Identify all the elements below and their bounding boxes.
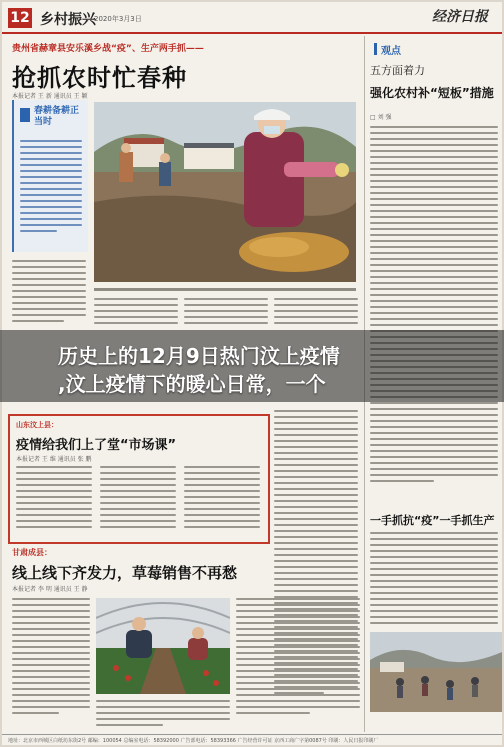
left-column-text <box>12 260 86 326</box>
lower-photo-caption <box>96 700 230 730</box>
market-story-box <box>8 414 270 544</box>
lower-story-kicker: 甘肃成县： <box>12 548 52 557</box>
market-text-col-2 <box>100 466 176 532</box>
overlay-title-line-1: 历史上的12月9日热门汶上疫情 <box>58 344 340 368</box>
top-story-headline: 抢抓农时忙春种 <box>12 64 187 92</box>
issue-date: 2020年3月3日 <box>94 15 142 23</box>
tag-bar-icon <box>374 43 377 55</box>
lower-text-col-2 <box>236 598 360 718</box>
viewpoint-tag <box>374 42 414 56</box>
right-text-lower <box>370 532 498 628</box>
market-text-col-1 <box>16 466 92 532</box>
market-text-col-3 <box>184 466 260 532</box>
right-headline-lower: 一手抓抗“疫”一手抓生产 <box>370 514 495 527</box>
viewpoint-label: 观点 <box>381 46 401 57</box>
right-byline: □ 刘 强 <box>370 114 392 121</box>
page-number: 12 <box>8 8 32 28</box>
top-story-byline: 本报记者 王 新 通讯员 王 颖 <box>12 93 88 100</box>
strawberry-greenhouse-photo <box>96 598 230 694</box>
farmers-planting-photo <box>94 102 356 282</box>
middle-text-col-1 <box>94 298 178 328</box>
lower-story-byline: 本报记者 李 明 通讯员 王 静 <box>12 586 88 593</box>
title-overlay-banner <box>0 330 504 402</box>
right-text-upper <box>370 126 498 486</box>
overlay-title-line-2: ,汶上疫情下的暖心日常，一个 <box>58 372 326 396</box>
market-story-byline: 本报记者 王 维 通讯员 张 鹏 <box>16 456 92 463</box>
middle-text-col-2 <box>184 298 268 328</box>
masthead <box>2 2 502 34</box>
sidebar-box-title: 春耕备耕正当时 <box>34 106 80 127</box>
right-headline: 强化农村补“短板”措施 <box>370 86 494 100</box>
sidebar-box <box>12 100 88 252</box>
market-story-headline: 疫情给我们上了堂“市场课” <box>16 438 177 453</box>
middle-text-col-3 <box>274 298 358 328</box>
lower-text-col-1 <box>12 598 90 718</box>
right-subhead: 五方面着力 <box>370 64 425 77</box>
section-title: 乡村振兴 <box>40 12 96 28</box>
footer-strip <box>2 734 502 745</box>
lower-story-headline: 线上线下齐发力，草莓销售不再愁 <box>12 564 238 582</box>
market-story-kicker: 山东汶上县： <box>16 421 58 429</box>
top-story-kicker: 贵州省赫章县安乐溪乡战“疫”、生产两手抓—— <box>12 44 204 54</box>
footer-text: 地址：北京市西城区白纸坊东街2号 邮编：100054 总编室电话：58392000 广告部电话：58393366 广告经营许可证 京西工商广字第0087号 印刷：人民日报印刷厂 <box>8 738 379 744</box>
paper-logo: 经济日报 <box>432 9 488 25</box>
photo-caption <box>94 288 356 291</box>
sidebar-body-text <box>20 140 82 236</box>
bookmark-icon <box>20 108 30 122</box>
village-crowd-photo <box>370 632 502 712</box>
